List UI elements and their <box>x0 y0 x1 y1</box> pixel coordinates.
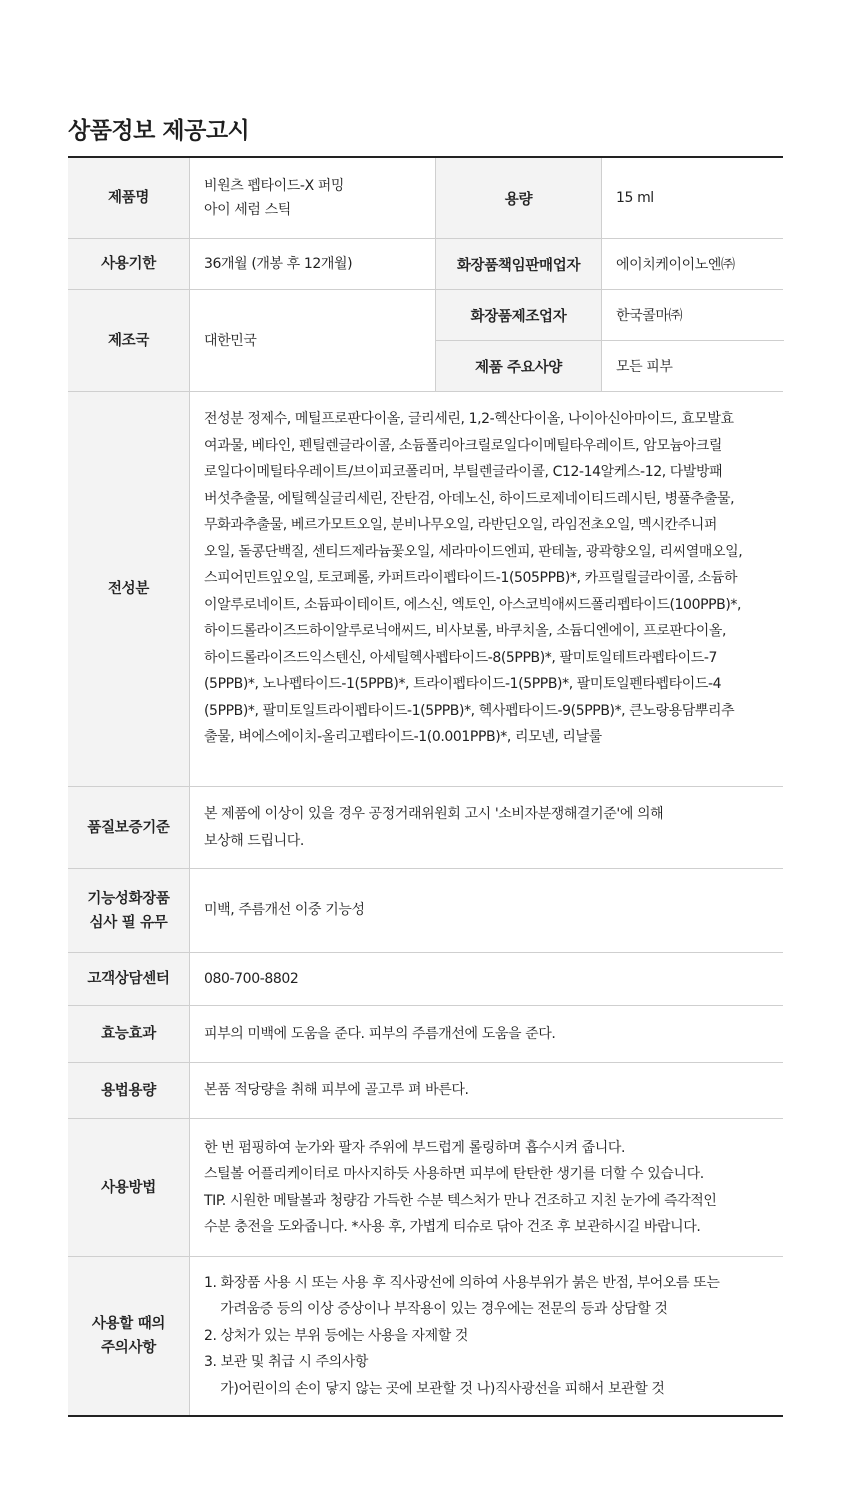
label-efficacy: 효능효과 <box>68 1006 190 1062</box>
row-product-name <box>68 158 783 239</box>
page-title: 상품정보 제공고시 <box>68 118 250 144</box>
value-ingredients: 전성분 정제수, 메틸프로판다이올, 글리세린, 1,2-헥산다이올, 나이아신아마이드, 효모발효 여과물, 베타인, 펜틸렌글라이콜, 소듐폴리아크릴로일다이메틸타우레이트, 암모늄아크릴 로일다이메틸타우레이트/브이피코폴리머, 부틸렌글라이콜, C12-14알케스-12, 다발방패 버섯추출물, 에틸헥실글리세린, 잔탄검, 아데노신, 하이드로제네이티드레시틴, 병풀추출물, 무화과추출물, 베르가모트오일, 분비나무오일, 라반딘오일, 라임전초오일, 멕시칸주니퍼 오일, 돌콩단백질, 센티드제라늄꽃오일, 세라마이드엔피, 판테놀, 광곽향오일, 리씨열매오일, 스피어민트잎오일, 토코페롤, 카퍼트라이펩타이드-1(505PPB)*, 카프릴릴글라이콜, 소듐하 이알루로네이트, 소듐파이테이트, 에스신, 엑토인, 아스코빅애씨드폴리펩타이드(100PPB)*, 하이드롤라이즈드하이알루로닉애씨드, 비사보롤, 바쿠치올, 소듐디엔에이, 프로판다이올, 하이드롤라이즈드익스텐신, 아세틸헥사펩타이드-8(5PPB)*, 팔미토일테트라펩타이드-7 (5PPB)*, 노나펩타이드-1(5PPB)*, 트라이펩타이드-1(5PPB)*, 팔미토일펜타펩타이드-4 (5PPB)*, 팔미토일트라이펩타이드-1(5PPB)*, 헥사펩타이드-9(5PPB)*, 큰노랑용담뿌리추 출물, 벼에스에이치-올리고펩타이드-1(0.001PPB)*, 리모넨, 리날룰 <box>204 411 743 745</box>
label-functional: 기능성화장품 심사 필 유무 <box>68 869 190 952</box>
row-functional <box>68 869 783 953</box>
label-volume: 용량 <box>435 158 602 238</box>
product-info-table <box>68 156 783 1417</box>
label-country: 제조국 <box>68 290 190 391</box>
label-service: 고객상담센터 <box>68 953 190 1005</box>
value-dosage: 본품 적당량을 취해 피부에 골고루 펴 바른다. <box>204 1082 469 1099</box>
row-manufacturer <box>435 290 784 340</box>
value-caution: 1. 화장품 사용 시 또는 사용 후 직사광선에 의하여 사용부위가 붉은 반점, 부어오름 또는 가려움증 등의 이상 증상이나 부작용이 있는 경우에는 전문의 등과 상담할 것 2. 상처가 있는 부위 등에는 사용을 자제할 것 3. 보관 및 취급 시 주의사항 가)어린이의 손이 닿지 않는 곳에 보관할 것 나)직사광선을 피해서 보관할 것 <box>204 1274 720 1397</box>
row-usage <box>68 1119 783 1257</box>
value-product-name: 비원츠 펩타이드-X 퍼밍 아이 세럼 스틱 <box>204 178 345 218</box>
label-spec: 제품 주요사양 <box>435 341 602 391</box>
value-seller: 에이치케이이노엔㈜ <box>616 257 735 273</box>
row-spec <box>435 340 784 391</box>
value-spec: 모든 피부 <box>616 359 673 375</box>
label-usage: 사용방법 <box>68 1119 190 1256</box>
row-dosage <box>68 1063 783 1119</box>
row-caution <box>68 1257 783 1415</box>
value-usage: 한 번 펌핑하여 눈가와 팔자 주위에 부드럽게 롤링하며 흡수시켜 줍니다. 스틸볼 어플리케이터로 마사지하듯 사용하면 피부에 탄탄한 생기를 더할 수 있습니다. TIP. 시원한 메탈볼과 청량감 가득한 수분 텍스처가 만나 건조하고 지친 눈가에 즉각적인 수분 충전을 도와줍니다. *사용 후, 가볍게 티슈로 닦아 건조 후 보관하시길 바랍니다. <box>204 1139 717 1235</box>
manufacturer-spec-group <box>435 290 784 391</box>
value-warranty: 본 제품에 이상이 있을 경우 공정거래위원회 고시 '소비자분쟁해결기준'에 의해 보상해 드립니다. <box>204 806 664 849</box>
label-ingredients: 전성분 <box>68 392 190 786</box>
label-expiry: 사용기한 <box>68 239 190 289</box>
label-manufacturer: 화장품제조업자 <box>435 290 602 340</box>
row-ingredients <box>68 392 783 787</box>
value-service: 080-700-8802 <box>204 970 299 987</box>
label-product-name: 제품명 <box>68 158 190 238</box>
value-manufacturer: 한국콜마㈜ <box>616 308 683 324</box>
value-expiry: 36개월 (개봉 후 12개월) <box>204 256 353 272</box>
row-warranty <box>68 787 783 869</box>
row-country <box>68 290 783 392</box>
label-caution: 사용할 때의 주의사항 <box>68 1257 190 1415</box>
label-dosage: 용법용량 <box>68 1063 190 1118</box>
row-expiry <box>68 239 783 290</box>
value-volume: 15 ml <box>616 190 654 206</box>
value-country: 대한민국 <box>204 332 257 349</box>
label-seller: 화장품책임판매업자 <box>435 239 602 289</box>
label-warranty: 품질보증기준 <box>68 787 190 868</box>
row-service <box>68 953 783 1006</box>
row-efficacy <box>68 1006 783 1063</box>
value-functional: 미백, 주름개선 이중 기능성 <box>204 902 365 919</box>
value-efficacy: 피부의 미백에 도움을 준다. 피부의 주름개선에 도움을 준다. <box>204 1025 556 1042</box>
